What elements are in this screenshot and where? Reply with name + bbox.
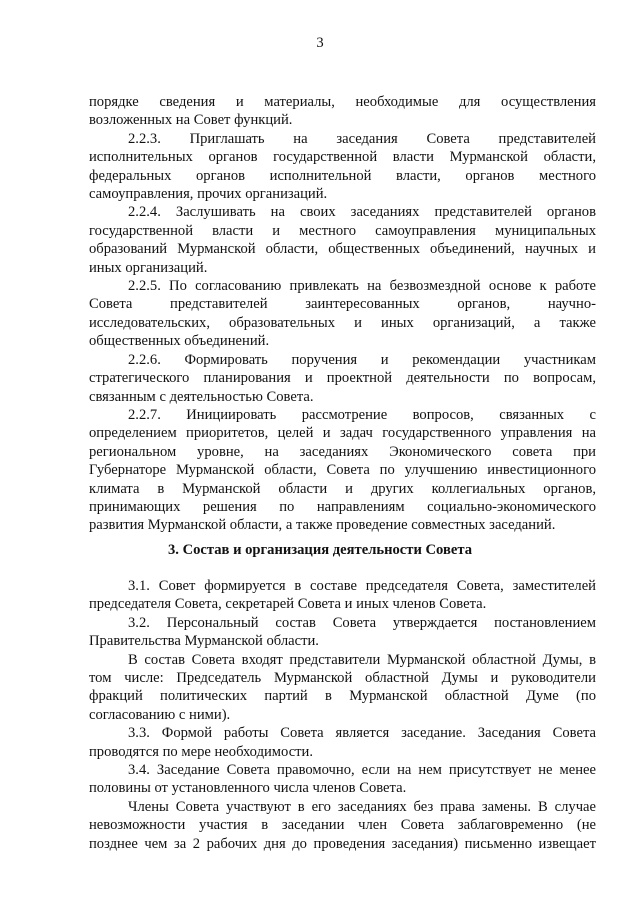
text-line: Члены Совета участвуют в его заседаниях без права замены. В случае <box>128 798 596 815</box>
text-line: Совета представителей заинтересованных органов, научно- <box>89 296 596 313</box>
text-line: председателя Совета, секретарей Совета и иных членов Совета. <box>89 596 487 613</box>
text-block-lower <box>89 577 596 853</box>
text-line: фракций политических партий в Мурманской областной Думе (по <box>89 688 596 705</box>
paragraph-3-1 <box>89 577 596 614</box>
text-line: 3.2. Персональный состав Совета утверждается постановлением <box>128 614 596 631</box>
text-line: порядке сведения и материалы, необходимые для осуществления <box>89 94 596 110</box>
text-line: том числе: Председатель Мурманской областной Думы и руководители <box>89 670 596 687</box>
text-line: В состав Совета входят представители Мурманской областной Думы, в <box>128 651 596 668</box>
text-line: связанным с деятельностью Совета. <box>89 388 314 405</box>
text-line: развития Мурманской области, а также проведение совместных заседаний. <box>89 517 556 534</box>
text-line: образований Мурманской области, общественных объединений, научных и <box>89 241 596 258</box>
text-line: невозможности участия в заседании член Совета заблаговременно (не <box>89 817 596 834</box>
paragraph-3-2-continued <box>89 651 596 725</box>
paragraph-3-3 <box>89 724 596 761</box>
text-line: проводятся по мере необходимости. <box>89 743 314 760</box>
paragraph-2-2-7 <box>89 406 596 535</box>
text-line: стратегического планирования и проектной деятельности по вопросам, <box>89 370 596 387</box>
text-line: 2.2.7. Инициировать рассмотрение вопросов, связанных с <box>128 406 596 423</box>
paragraph-intro-continuation <box>89 93 596 130</box>
text-line: половины от установленного числа членов Совета. <box>89 780 407 797</box>
text-line: климата в Мурманской области и других коллегиальных органов, <box>89 480 596 497</box>
text-line: 2.2.3. Приглашать на заседания Совета представителей <box>128 130 596 147</box>
paragraph-3-4-continued <box>89 798 596 853</box>
text-line: 2.2.5. По согласованию привлекать на безвозмездной основе к работе <box>128 278 596 295</box>
text-line: принимающих решения по направлениям социально-экономического <box>89 498 596 515</box>
text-line: самоуправления, прочих организаций. <box>89 186 328 203</box>
text-line: определением приоритетов, целей и задач государственного управления на <box>89 425 596 442</box>
paragraph-3-2 <box>89 614 596 651</box>
text-line: 3.4. Заседание Совета правомочно, если на нем присутствует не менее <box>128 762 596 779</box>
text-line: Губернаторе Мурманской области, Совета по улучшению инвестиционного <box>89 462 596 479</box>
text-line: иных организаций. <box>89 259 208 276</box>
text-block-upper <box>89 93 596 535</box>
paragraph-2-2-4 <box>89 203 596 277</box>
paragraph-2-2-5 <box>89 277 596 351</box>
text-line: возложенных на Совет функций. <box>89 112 293 129</box>
page-number: 3 <box>316 35 324 51</box>
text-line: региональном уровне, на заседаниях Экономического совета при <box>89 443 596 460</box>
paragraph-2-2-3 <box>89 130 596 204</box>
text-line: Правительства Мурманской области. <box>89 633 319 650</box>
text-line: 2.2.6. Формировать поручения и рекомендации участникам <box>128 351 596 368</box>
text-line: позднее чем за 2 рабочих дня до проведения заседания) письменно извещает <box>89 835 596 852</box>
text-line: 3.3. Формой работы Совета является заседание. Заседания Совета <box>128 725 596 742</box>
section-3-heading: 3. Состав и организация деятельности Совета <box>167 542 472 558</box>
text-line: 3.1. Совет формируется в составе председателя Совета, заместителей <box>128 578 596 594</box>
paragraph-2-2-6 <box>89 351 596 406</box>
text-line: общественных объединений. <box>89 333 270 350</box>
text-line: согласованию с ними). <box>89 706 231 723</box>
text-line: государственной власти и местного самоуправления муниципальных <box>89 222 596 239</box>
text-line: федеральных органов исполнительной власти, органов местного <box>89 167 596 184</box>
paragraph-3-4 <box>89 761 596 798</box>
text-line: исполнительных органов государственной власти Мурманской области, <box>89 149 596 166</box>
text-line: исследовательских, образовательных и иных организаций, а также <box>89 314 596 331</box>
text-line: 2.2.4. Заслушивать на своих заседаниях представителей органов <box>128 204 596 221</box>
